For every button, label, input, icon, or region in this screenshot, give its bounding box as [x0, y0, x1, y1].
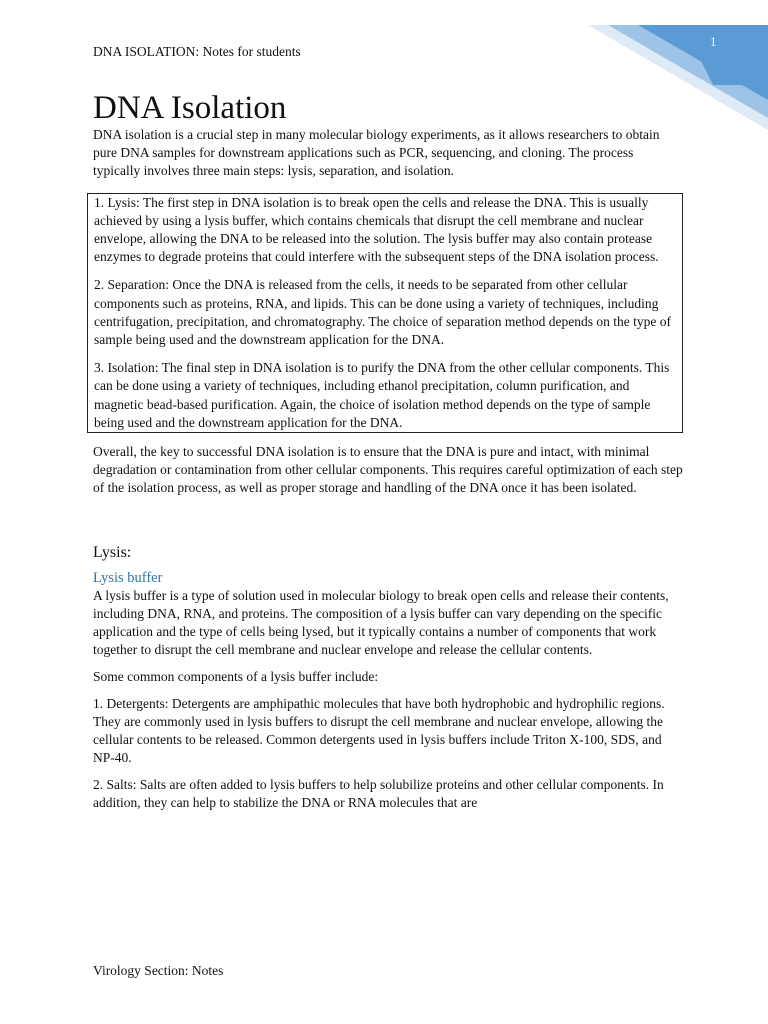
- components-intro: Some common components of a lysis buffer include:: [93, 668, 379, 684]
- lysis-buffer-paragraph: A lysis buffer is a type of solution used in molecular biology to break open cells and release their contents, including DNA, RNA, and proteins. The composition of a lysis buffer can vary depending on the specific application and the type of cells being lysed, but it typically contains a number of components that work together to disrupt the cell membrane and nuclear envelope and release the cellular contents.: [93, 587, 669, 658]
- document-body: [93, 126, 683, 821]
- lysis-heading: Lysis:: [93, 543, 132, 561]
- lysis-buffer-subheading: Lysis buffer: [93, 569, 163, 586]
- page-number: 1: [710, 34, 717, 49]
- document-title: DNA Isolation: [93, 90, 287, 126]
- step-separation: 2. Separation: Once the DNA is released from the cells, it needs to be separated from other cellular components such as proteins, RNA, and lipids. This can be done using a variety of techniques, including centrifugation, precipitation, and chromatography. The choice of separation method depends on the type of sample being used and the downstream application for the DNA.: [94, 277, 671, 348]
- component-detergents: 1. Detergents: Detergents are amphipathic molecules that have both hydrophobic and hydrophilic regions. They are commonly used in lysis buffers to disrupt the cell membrane and nuclear envelope, allowing the cellular contents to be released. Common detergents used in lysis buffers include Triton X-100, SDS, and NP-40.: [93, 695, 665, 766]
- intro-paragraph: DNA isolation is a crucial step in many molecular biology experiments, as it allows researchers to obtain pure DNA samples for downstream applications such as PCR, sequencing, and cloning. The process typically involves three main steps: lysis, separation, and isolation.: [93, 127, 660, 179]
- overall-paragraph: Overall, the key to successful DNA isolation is to ensure that the DNA is pure and intact, with minimal degradation or contamination from other cellular components. This requires careful optimization of each step of the isolation process, as well as proper storage and handling of the DNA once it has been isolated.: [93, 444, 683, 496]
- component-salts: 2. Salts: Salts are often added to lysis buffers to help solubilize proteins and other cellular components. In addition, they can help to stabilize the DNA or RNA molecules that are: [93, 776, 664, 811]
- running-footer: Virology Section: Notes: [93, 963, 224, 978]
- running-header: DNA ISOLATION: Notes for students: [93, 44, 301, 59]
- step-isolation: 3. Isolation: The final step in DNA isolation is to purify the DNA from the other cellular components. This can be done using a variety of techniques, including ethanol precipitation, column purification, and magnetic bead-based purification. Again, the choice of isolation method depends on the type of sample being used and the downstream application for the DNA.: [94, 360, 670, 430]
- corner-decoration: [588, 0, 768, 130]
- steps-box: [87, 193, 683, 433]
- step-lysis: 1. Lysis: The first step in DNA isolation is to break open the cells and release the DNA. This is usually achieved by using a lysis buffer, which contains chemicals that disrupt the cell membrane and nuclear envelope, allowing the DNA to be released into the solution. The lysis buffer may also contain protease enzymes to degrade proteins that could interfere with the subsequent steps of the DNA isolation process.: [94, 194, 659, 265]
